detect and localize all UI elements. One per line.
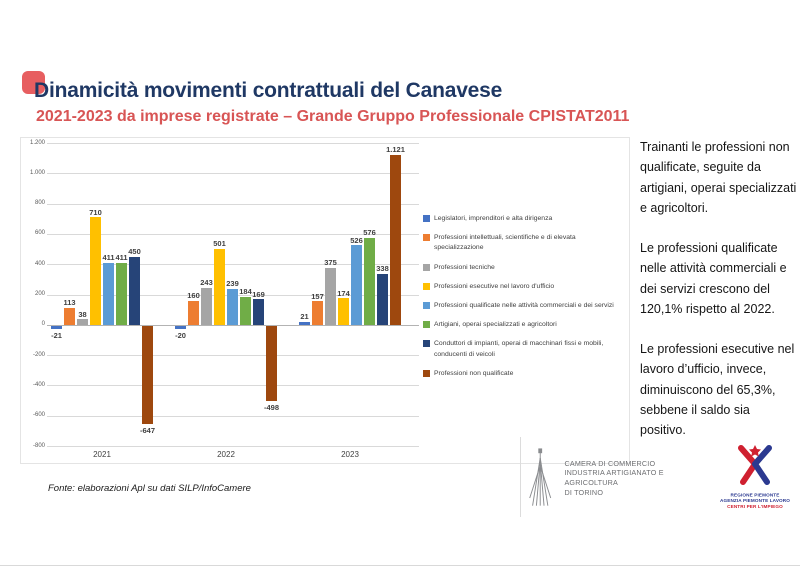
legend-label: Professioni intellettuali, scientifiche e di elevata specializzazione <box>434 234 576 252</box>
bar-value-label: -647 <box>139 425 155 435</box>
y-axis-tick-label: 800 <box>34 200 45 207</box>
gridline <box>47 143 419 144</box>
bar-value-label: 450 <box>128 247 141 257</box>
bar-segment <box>377 274 388 325</box>
legend-label: Conduttori di impianti, operai di macchinari fissi e mobili, conducenti di veicoli <box>434 340 604 358</box>
bar-value-label: -20 <box>175 330 186 340</box>
y-axis-tick-label: -400 <box>32 381 45 388</box>
legend-item <box>423 263 625 273</box>
bar-segment <box>51 326 62 329</box>
legend-item <box>423 320 625 330</box>
legend-swatch-icon <box>423 283 430 290</box>
bar-segment <box>103 263 114 325</box>
legend-swatch-icon <box>423 234 430 241</box>
bar-segment <box>299 322 310 325</box>
y-axis-tick-label: 200 <box>34 291 45 297</box>
y-axis-tick-label: 1.200 <box>29 139 45 146</box>
bar-segment <box>338 298 349 324</box>
bar-segment <box>77 319 88 325</box>
legend-label: Professioni esecutive nel lavoro d'ufficio <box>434 282 555 290</box>
crop-mark-line <box>520 437 521 517</box>
bar-segment <box>201 288 212 325</box>
bar-value-label: 174 <box>337 288 350 298</box>
camera-logo-text <box>564 459 712 498</box>
bar-value-label: 113 <box>63 298 76 308</box>
gridline <box>47 325 419 326</box>
bar-value-label: 338 <box>376 264 389 274</box>
bar-value-label: 1.121 <box>386 145 405 155</box>
y-axis-tick-label: -600 <box>32 412 45 419</box>
bar-value-label: -21 <box>51 330 62 340</box>
apl-logo-text <box>716 492 794 509</box>
legend-label: Professioni qualificate nelle attività commerciali e dei servizi <box>434 301 614 309</box>
legend-label: Professioni tecniche <box>434 263 495 271</box>
legend-swatch-icon <box>423 215 430 222</box>
y-axis-tick-label: -200 <box>32 351 45 358</box>
bar-segment <box>129 257 140 325</box>
y-axis-tick-label: 400 <box>34 260 45 267</box>
bar-value-label: -498 <box>263 403 279 413</box>
bar-value-label: 184 <box>239 287 252 297</box>
bar-segment <box>364 238 375 325</box>
commentary-paragraph: Le professioni qualificate nelle attività commerciali e dei servizi crescono del 120,1% rispetto al 2022. <box>640 241 787 316</box>
bar-segment <box>312 301 323 325</box>
bar-segment <box>142 326 153 424</box>
apl-logo-line: REGIONE PIEMONTE <box>730 492 780 498</box>
chart-legend <box>423 214 625 379</box>
camera-logo-line: CAMERA DI COMMERCIO <box>564 458 656 468</box>
bar-segment <box>240 297 251 325</box>
legend-swatch-icon <box>423 302 430 309</box>
bar-value-label: 411 <box>115 253 128 263</box>
legend-item <box>423 233 625 253</box>
legend-item <box>423 214 625 224</box>
bar-value-label: 160 <box>187 291 200 301</box>
legend-item <box>423 282 625 292</box>
legend-label: Artigiani, operai specializzati e agricoltori <box>434 321 557 329</box>
camera-di-commercio-logo <box>512 441 712 515</box>
bar-segment <box>90 217 101 325</box>
legend-swatch-icon <box>423 340 430 347</box>
legend-swatch-icon <box>423 321 430 328</box>
legend-label: Legislatori, imprenditori e alta dirigenza <box>434 215 553 222</box>
legend-item <box>423 339 625 359</box>
gridline <box>47 173 419 174</box>
commentary-paragraph: Trainanti le professioni non qualificate, seguite da artigiani, operai specializzati e agricoltori. <box>640 140 797 215</box>
legend-swatch-icon <box>423 370 430 377</box>
gridline <box>47 385 419 386</box>
legend-swatch-icon <box>423 264 430 271</box>
bar-segment <box>116 263 127 325</box>
mole-antonelliana-icon <box>524 447 556 509</box>
bar-segment <box>266 326 277 401</box>
apl-logo-line: CENTRI PER L'IMPIEGO <box>727 503 783 510</box>
agenzia-piemonte-lavoro-logo <box>716 444 794 514</box>
bar-chart <box>20 137 630 464</box>
apl-logo-line: AGENZIA PIEMONTE LAVORO <box>719 497 791 504</box>
gridline <box>47 355 419 356</box>
bar-value-label: 243 <box>200 278 213 288</box>
camera-logo-line: DI TORINO <box>564 487 604 497</box>
bar-value-label: 526 <box>350 235 363 245</box>
commentary-paragraph: Le professioni esecutive nel lavoro d’ufficio, invece, diminuiscono del 65,3%, sebbene il saldo sia positivo. <box>640 342 795 437</box>
bar-value-label: 375 <box>324 258 337 268</box>
x-axis-category-label: 2022 <box>217 450 235 459</box>
bar-segment <box>253 299 264 325</box>
bar-segment <box>188 301 199 325</box>
gridline <box>47 204 419 205</box>
bar-value-label: 576 <box>363 228 376 238</box>
bar-value-label: 710 <box>89 207 102 217</box>
commentary-panel <box>640 137 798 460</box>
apl-figures-icon <box>731 444 779 486</box>
bar-value-label: 169 <box>252 289 265 299</box>
y-axis-tick-label: 600 <box>34 230 45 237</box>
bar-value-label: 38 <box>78 309 87 319</box>
source-note: Fonte: elaborazioni Apl su dati SILP/InfoCamere <box>48 483 251 494</box>
bar-segment <box>351 245 362 325</box>
page-subtitle: 2021-2023 da imprese registrate – Grande Gruppo Professionale CPISTAT2011 <box>36 108 630 125</box>
bar-value-label: 157 <box>311 291 324 301</box>
y-axis-tick-label: 1.000 <box>29 169 45 176</box>
legend-label: Professioni non qualificate <box>434 369 514 377</box>
legend-item <box>423 369 625 379</box>
legend-item <box>423 301 625 311</box>
gridline <box>47 416 419 417</box>
x-axis-category-label: 2023 <box>341 450 359 459</box>
bar-value-label: 21 <box>300 312 309 322</box>
y-axis-tick-label: -800 <box>32 442 45 449</box>
bar-value-label: 239 <box>226 279 239 289</box>
y-axis-tick-label: 0 <box>41 321 45 328</box>
bar-value-label: 411 <box>102 253 115 263</box>
page-title: Dinamicità movimenti contrattuali del Canavese <box>34 79 503 102</box>
x-axis-category-label: 2021 <box>93 450 111 459</box>
bar-value-label: 501 <box>213 239 226 249</box>
camera-logo-line: INDUSTRIA ARTIGIANATO E AGRICOLTURA <box>564 468 664 487</box>
bar-segment <box>390 155 401 325</box>
gridline <box>47 446 419 447</box>
bar-segment <box>175 326 186 329</box>
